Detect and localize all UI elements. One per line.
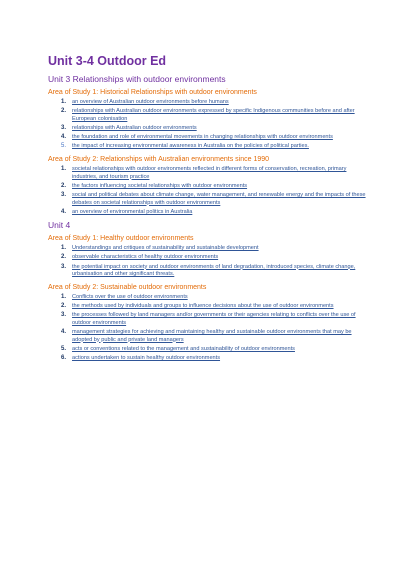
list-link[interactable]: relationships with Australian outdoor environments bbox=[72, 124, 197, 131]
list-number: 6. bbox=[60, 354, 66, 361]
list-item bbox=[48, 143, 368, 151]
list-link[interactable]: the processes followed by land managers and/or governments or their agencies relating to conflicts over the use of outdoor environments bbox=[72, 312, 356, 326]
list-item bbox=[48, 245, 368, 253]
unit3-aos2-list bbox=[48, 166, 368, 216]
list-item bbox=[48, 312, 368, 327]
list-item bbox=[48, 108, 368, 123]
list-item bbox=[48, 346, 368, 354]
list-link[interactable]: Conflicts over the use of outdoor environments bbox=[72, 293, 188, 300]
unit3-heading: Unit 3 Relationships with outdoor environments bbox=[48, 74, 226, 84]
list-item bbox=[48, 99, 368, 107]
list-item bbox=[48, 294, 368, 302]
list-number: 1. bbox=[60, 99, 66, 105]
list-number: 4. bbox=[60, 208, 66, 215]
list-link[interactable]: Understandings and critiques of sustainability and sustainable development bbox=[72, 245, 259, 252]
unit4-heading: Unit 4 bbox=[48, 220, 71, 231]
list-item bbox=[48, 183, 368, 191]
list-number: 3. bbox=[60, 312, 66, 319]
list-item bbox=[48, 166, 368, 181]
list-link[interactable]: the factors influencing societal relationships with outdoor environments bbox=[72, 182, 248, 189]
list-link[interactable]: social and political debates about climate change, water management, and renewable energy and the impacts of these debates on societal relationships with outdoor environments bbox=[72, 191, 366, 206]
list-link[interactable]: management strategies for achieving and maintaining healthy and sustainable outdoor environments that may be adopted by public and private land managers bbox=[72, 329, 352, 343]
list-item bbox=[48, 303, 368, 311]
list-number: 2. bbox=[60, 182, 66, 189]
list-link[interactable]: acts or conventions related to the management and sustainability of outdoor environments bbox=[72, 345, 295, 352]
list-number: 5. bbox=[60, 143, 66, 150]
list-number: 3. bbox=[60, 124, 66, 131]
unit3-aos2-heading: Area of Study 2: Relationships with Australian environments since 1990 bbox=[48, 155, 270, 163]
list-number: 5. bbox=[60, 345, 66, 352]
list-number: 2. bbox=[60, 254, 66, 261]
list-link[interactable]: the potential impact on society and outdoor environments of land degradation, introduced species, climate change, urbanisation and other significant threats. bbox=[72, 263, 356, 278]
page-title: Unit 3-4 Outdoor Ed bbox=[48, 54, 167, 68]
list-link[interactable]: the foundation and role of environmental movements in changing relationships with outdoor environments bbox=[72, 134, 333, 141]
list-number: 4. bbox=[60, 134, 66, 141]
unit4-aos2-list bbox=[48, 294, 368, 363]
list-number: 1. bbox=[60, 165, 66, 172]
list-link[interactable]: an overview of environmental politics in Australia bbox=[72, 208, 193, 215]
list-link[interactable]: the methods used by individuals and groups to influence decisions about the use of outdoor environments bbox=[72, 303, 334, 310]
list-item bbox=[48, 125, 368, 133]
list-link[interactable]: the impact of increasing environmental awareness in Australia on the policies of political parties. bbox=[72, 143, 309, 150]
list-link[interactable]: societal relationships with outdoor environments reflected in different forms of conservation, recreation, primary industries, and tourism practice bbox=[72, 165, 347, 180]
list-link[interactable]: actions undertaken to sustain healthy outdoor environments bbox=[72, 354, 221, 361]
list-number: 3. bbox=[60, 263, 66, 270]
unit4-aos2-heading: Area of Study 2: Sustainable outdoor environments bbox=[48, 283, 207, 291]
list-item bbox=[48, 134, 368, 142]
list-link[interactable]: relationships with Australian outdoor environments expressed by specific Indigenous communities before and after European colonisation bbox=[72, 108, 355, 122]
list-item bbox=[48, 209, 368, 217]
list-number: 1. bbox=[60, 293, 66, 300]
unit4-aos1-list bbox=[48, 245, 368, 279]
unit3-aos1-list bbox=[48, 99, 368, 151]
document-content bbox=[48, 54, 368, 364]
list-link[interactable]: observable characteristics of healthy outdoor environments bbox=[72, 254, 219, 261]
list-item bbox=[48, 264, 368, 279]
unit4-aos1-heading: Area of Study 1: Healthy outdoor environments bbox=[48, 235, 194, 243]
list-number: 2. bbox=[60, 303, 66, 310]
list-number: 3. bbox=[60, 191, 66, 198]
list-number: 4. bbox=[60, 329, 66, 335]
list-item bbox=[48, 192, 368, 207]
list-number: 1. bbox=[60, 245, 66, 252]
unit3-aos1-heading: Area of Study 1: Historical Relationships with outdoor environments bbox=[48, 89, 257, 96]
list-number: 2. bbox=[60, 108, 66, 115]
list-link[interactable]: an overview of Australian outdoor environments before humans bbox=[72, 99, 229, 105]
list-item bbox=[48, 355, 368, 363]
list-item bbox=[48, 329, 368, 344]
list-item bbox=[48, 254, 368, 262]
